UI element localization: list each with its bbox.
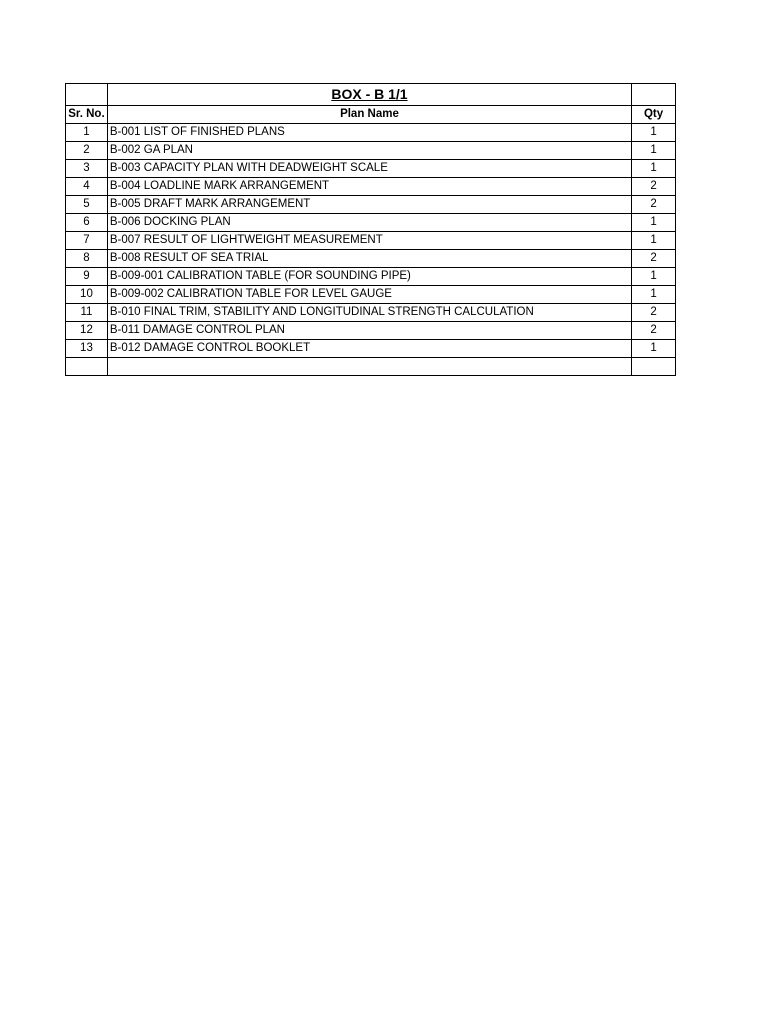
empty-cell — [632, 358, 676, 376]
qty-cell: 1 — [632, 340, 676, 358]
qty-cell: 1 — [632, 232, 676, 250]
qty-cell: 2 — [632, 250, 676, 268]
table-row — [66, 268, 676, 286]
table-row — [66, 286, 676, 304]
sr-no-cell: 2 — [66, 142, 108, 160]
header-qty: Qty — [632, 106, 676, 124]
qty-cell: 1 — [632, 214, 676, 232]
plan-name-cell: B-003 CAPACITY PLAN WITH DEADWEIGHT SCALE — [107, 160, 631, 178]
table-row — [66, 340, 676, 358]
qty-cell: 1 — [632, 268, 676, 286]
header-plan-name: Plan Name — [107, 106, 631, 124]
plan-list-table — [65, 83, 676, 376]
sr-no-cell: 3 — [66, 160, 108, 178]
plan-name-cell: B-007 RESULT OF LIGHTWEIGHT MEASUREMENT — [107, 232, 631, 250]
table-row — [66, 178, 676, 196]
plan-name-cell: B-001 LIST OF FINISHED PLANS — [107, 124, 631, 142]
title-empty-cell-right — [632, 84, 676, 106]
plan-name-cell: B-004 LOADLINE MARK ARRANGEMENT — [107, 178, 631, 196]
table-row — [66, 232, 676, 250]
plan-name-cell: B-009-002 CALIBRATION TABLE FOR LEVEL GAUGE — [107, 286, 631, 304]
sr-no-cell: 1 — [66, 124, 108, 142]
sr-no-cell: 9 — [66, 268, 108, 286]
plan-name-cell: B-012 DAMAGE CONTROL BOOKLET — [107, 340, 631, 358]
table-row — [66, 196, 676, 214]
sr-no-cell: 13 — [66, 340, 108, 358]
plan-name-cell: B-009-001 CALIBRATION TABLE (FOR SOUNDING PIPE) — [107, 268, 631, 286]
qty-cell: 1 — [632, 124, 676, 142]
plan-name-cell: B-002 GA PLAN — [107, 142, 631, 160]
qty-cell: 2 — [632, 322, 676, 340]
plan-name-cell: B-011 DAMAGE CONTROL PLAN — [107, 322, 631, 340]
box-title-cell — [107, 84, 631, 106]
title-row — [66, 84, 676, 106]
table-row — [66, 304, 676, 322]
title-empty-cell-left — [66, 84, 108, 106]
header-row — [66, 106, 676, 124]
empty-cell — [66, 358, 108, 376]
plan-name-cell: B-008 RESULT OF SEA TRIAL — [107, 250, 631, 268]
plan-name-cell: B-006 DOCKING PLAN — [107, 214, 631, 232]
qty-cell: 2 — [632, 178, 676, 196]
empty-cell — [107, 358, 631, 376]
sr-no-cell: 6 — [66, 214, 108, 232]
plan-name-cell: B-005 DRAFT MARK ARRANGEMENT — [107, 196, 631, 214]
sr-no-cell: 12 — [66, 322, 108, 340]
sr-no-cell: 5 — [66, 196, 108, 214]
sr-no-cell: 8 — [66, 250, 108, 268]
box-title: BOX - B 1/1 — [331, 86, 408, 102]
plan-list-body — [66, 84, 676, 376]
qty-cell: 2 — [632, 196, 676, 214]
header-sr-no: Sr. No. — [66, 106, 108, 124]
qty-cell: 1 — [632, 160, 676, 178]
sr-no-cell: 7 — [66, 232, 108, 250]
table-row — [66, 142, 676, 160]
table-row — [66, 322, 676, 340]
table-row — [66, 160, 676, 178]
table-row — [66, 250, 676, 268]
qty-cell: 1 — [632, 142, 676, 160]
table-row — [66, 214, 676, 232]
sr-no-cell: 11 — [66, 304, 108, 322]
sr-no-cell: 10 — [66, 286, 108, 304]
sr-no-cell: 4 — [66, 178, 108, 196]
empty-row — [66, 358, 676, 376]
qty-cell: 1 — [632, 286, 676, 304]
plan-name-cell: B-010 FINAL TRIM, STABILITY AND LONGITUDINAL STRENGTH CALCULATION — [107, 304, 631, 322]
table-row — [66, 124, 676, 142]
qty-cell: 2 — [632, 304, 676, 322]
